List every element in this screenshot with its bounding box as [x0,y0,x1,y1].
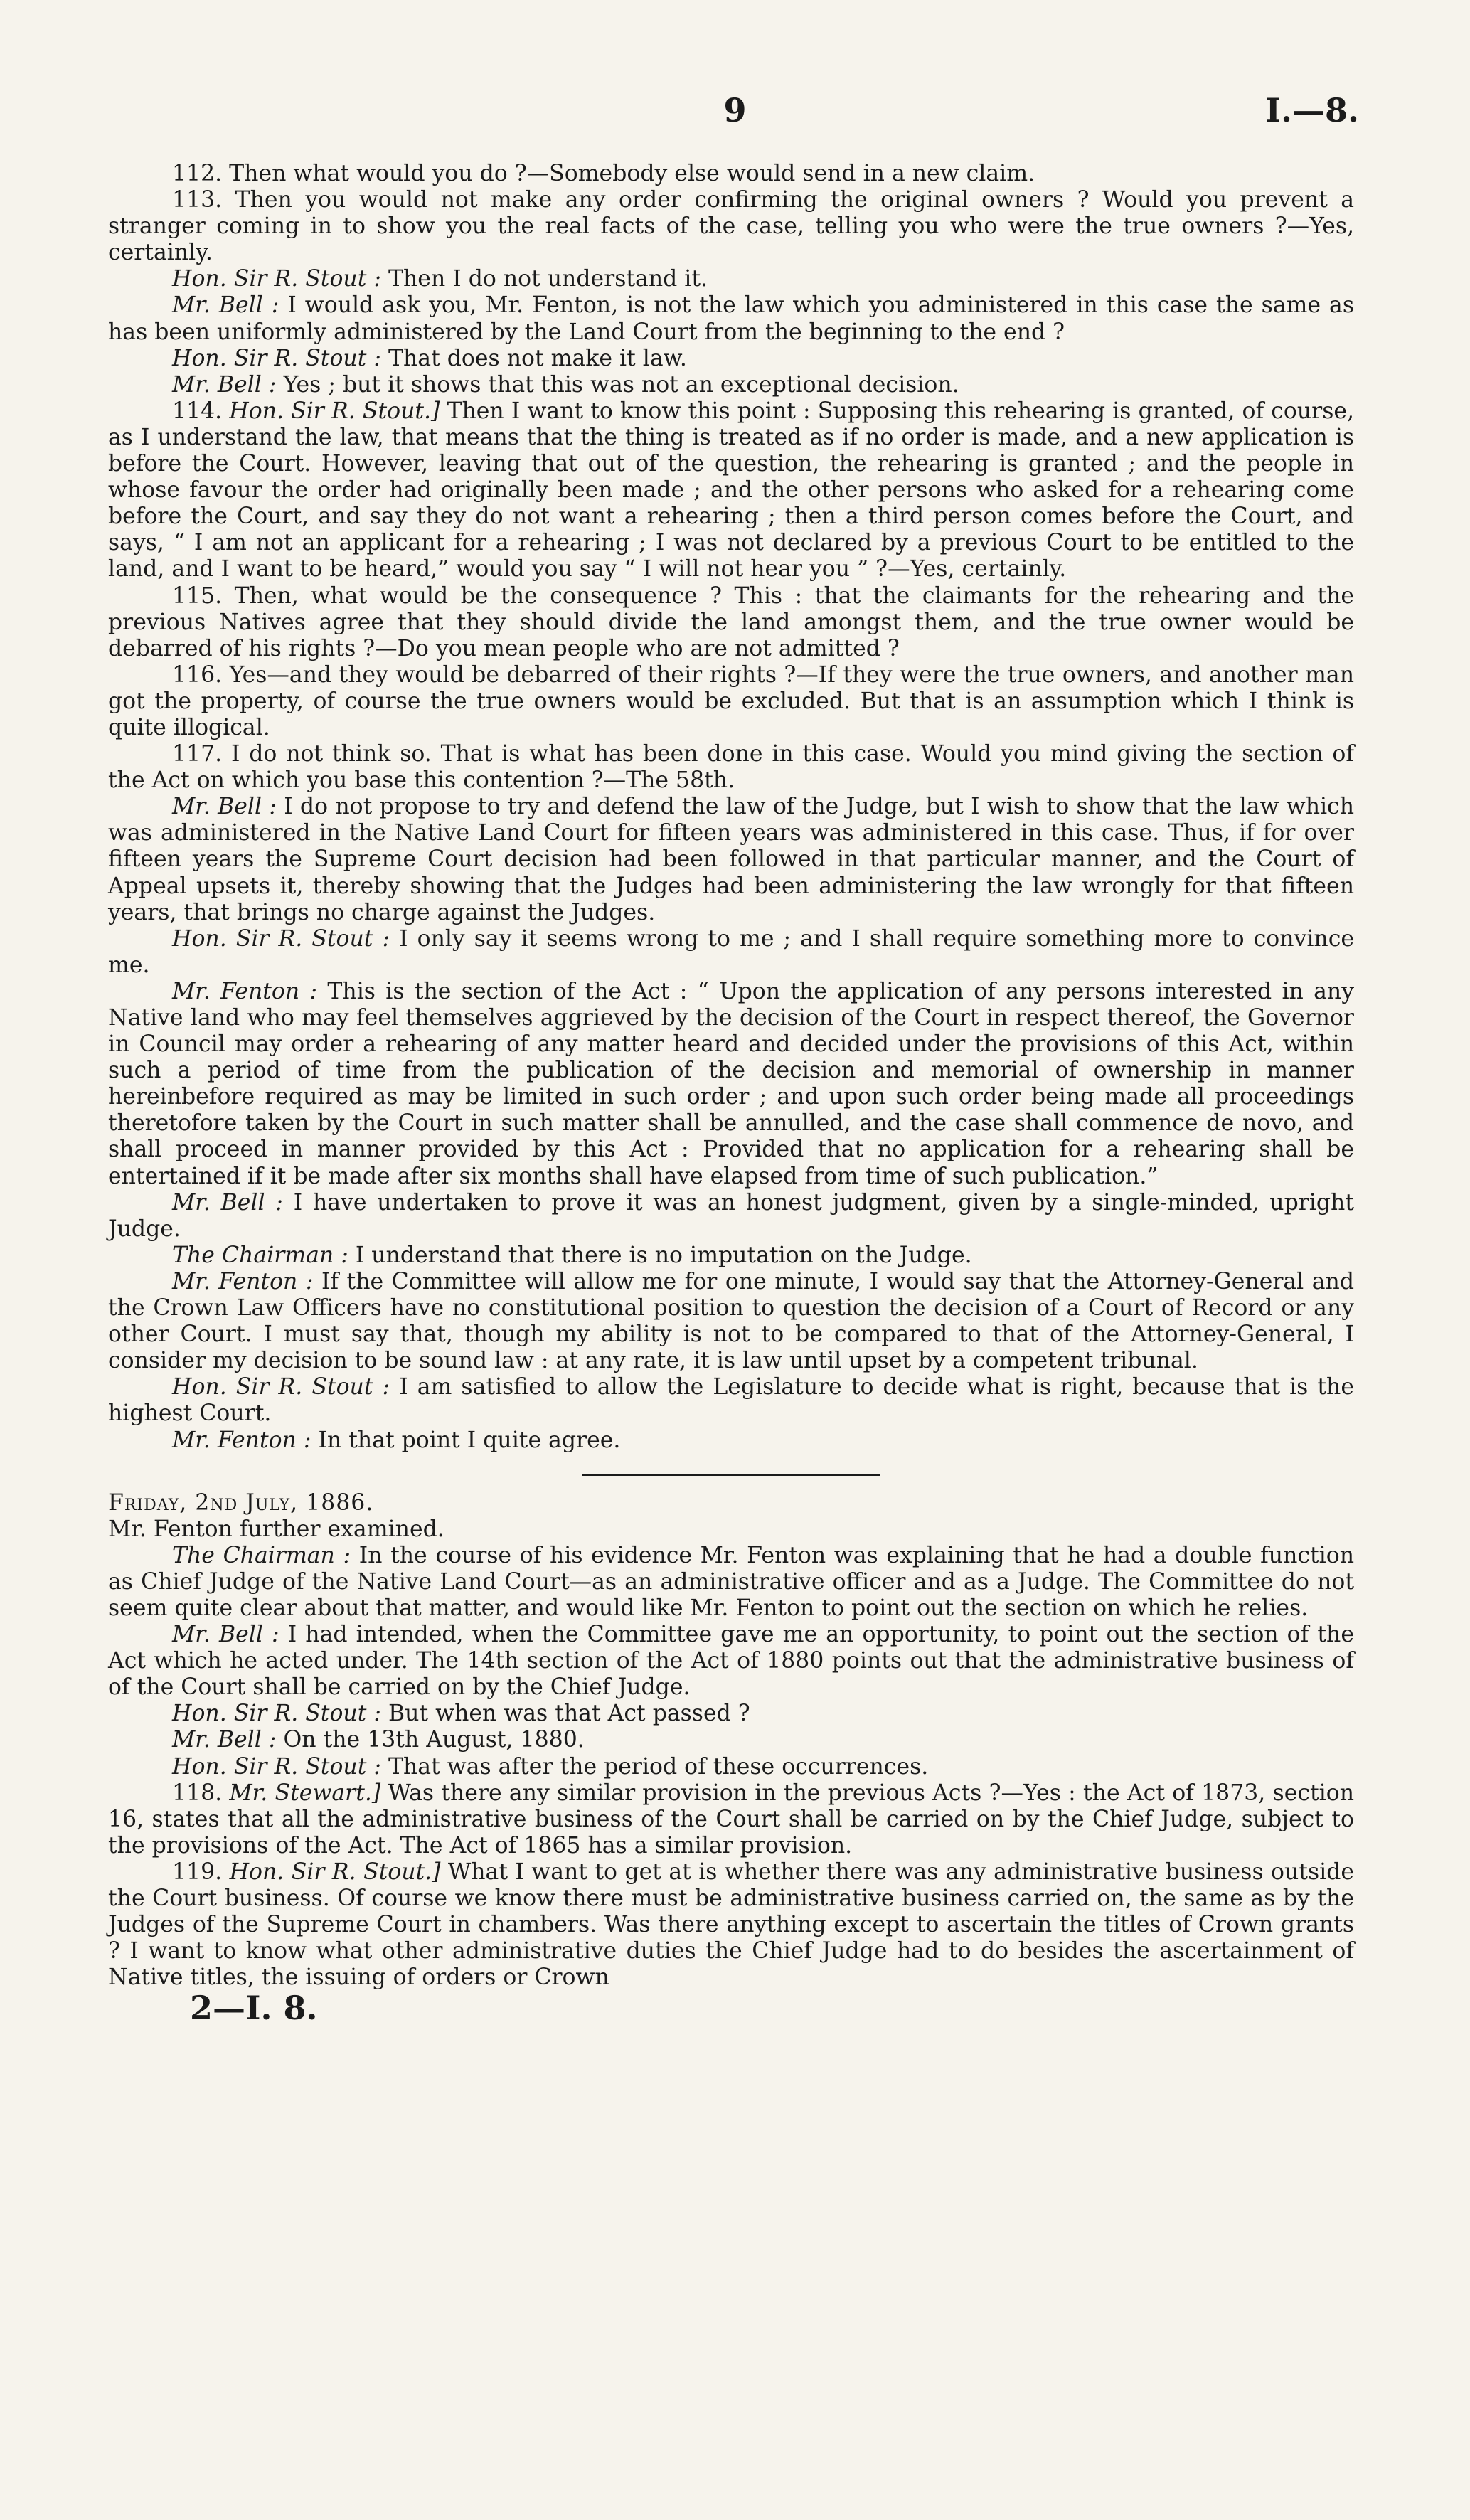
paragraph-text: This is the section of the Act : “ Upon the application of any persons interested in any Native land who may feel themselves aggrieved by the decision of the Court in respect thereof, the Governor in Council may order a rehearing of any matter heard and decided under the provisions of this Act, within such a period of time from the publication of the decision and memorial of ownership in manner hereinbefore required as may be limited in such order ; and upon such order being made all proceedings theretofore taken by the Court in such matter shall be annulled, and the case shall commence de novo, and shall proceed in manner provided by this Act : Provided that no application for a rehearing shall be entertained if it be made after six months shall have elapsed from time of such publication.” [108,978,1354,1189]
paragraph-text: I am satisfied to allow the Legislature to decide what is right, because that is the highest Court. [108,1374,1354,1427]
paragraph [108,1428,1354,1454]
question-number: 118. [172,1780,230,1806]
paragraph-text: On the 13th August, 1880. [276,1727,585,1753]
speaker: Hon. Sir R. Stout : [172,925,390,952]
speaker: Mr. Fenton : [172,1427,311,1453]
speaker: Mr. Bell : [172,794,277,820]
speaker: Hon. Sir R. Stout : [172,1701,381,1727]
paragraph [108,266,1354,292]
paragraph-text: In that point I quite agree. [311,1427,621,1453]
section-subheading: Mr. Fenton further examined. [108,1516,444,1542]
paragraph [108,187,1354,266]
section-rule [582,1474,880,1476]
page-number: 9 [723,91,747,129]
page-reference: I.—8. [1265,91,1359,129]
paragraph-text: I have undertaken to prove it was an honest judgment, given by a single-minded, upright Judge. [108,1189,1354,1242]
paragraph-text: That does not make it law. [381,345,687,371]
paragraph [108,398,1354,583]
paragraph-text: I would ask you, Mr. Fenton, is not the law which you administered in this case the same as has been uniformly administered by the Land Court from the beginning to the end ? [108,292,1354,345]
paragraph [108,979,1354,1190]
speaker: Hon. Sir R. Stout : [172,1753,381,1780]
speaker: Hon. Sir R. Stout : [172,266,381,292]
paragraph-text: 112. Then what would you do ?—Somebody else would send in a new claim. [172,161,1035,186]
paragraph [108,292,1354,345]
paragraph-text: Then I do not understand it. [381,266,708,292]
paragraph-text: 113. Then you would not make any order confirming the original owners ? Would you prevent a stranger coming in to show you the real facts of the case, telling you who were the true owners ?—Yes, certainly. [108,187,1354,266]
paragraph [108,1701,1354,1727]
paragraph [108,926,1354,979]
section-date: Friday, 2nd July, 1886. [108,1489,374,1516]
paragraph [108,1269,1354,1374]
paragraph-text: What I want to get at is whether there was any administrative business outside the Court business. Of course we know there must be administrative business carried on, the same as by the Judges of the Supreme Court in chambers. Was there anything except to ascertain the titles of Crown grants ? I want to know what other administrative duties the Chief Judge had to do besides the ascertainment of Native titles, the issuing of orders or Crown [108,1859,1354,1991]
question-number: 114. [172,398,230,424]
speaker: Mr. Bell : [172,1622,279,1648]
paragraph [108,741,1354,794]
paragraph [108,1780,1354,1859]
speaker: Hon. Sir R. Stout.] [229,398,440,424]
speaker: Mr. Stewart.] [229,1780,381,1806]
paragraph [108,662,1354,741]
speaker: Mr. Bell : [172,1727,277,1753]
paragraph [108,1727,1354,1753]
speaker: Hon. Sir R. Stout.] [229,1859,441,1885]
evidence-block-2 [108,1543,1354,1992]
speaker: Mr. Fenton : [172,1268,314,1294]
paragraph-text: Yes ; but it shows that this was not an exceptional decision. [276,371,959,398]
speaker: Mr. Bell : [172,371,277,398]
paragraph [108,1374,1354,1427]
evidence-block-1 [108,161,1354,1454]
signature-mark: 2—I. 8. [190,1989,318,2028]
paragraph [108,1859,1354,1991]
paragraph-text: But when was that Act passed ? [381,1701,750,1727]
speaker: Hon. Sir R. Stout : [172,345,381,371]
paragraph [108,372,1354,398]
question-number: 119. [172,1859,230,1885]
paragraph-text: I had intended, when the Committee gave me an opportunity, to point out the section of the Act which he acted under. The 14th section of the Act of 1880 points out that the administrative business of of the Court shall be carried on by the Chief Judge. [108,1622,1354,1701]
body-text [108,161,1355,2028]
speaker: Mr. Fenton : [172,978,318,1004]
paragraph [108,794,1354,925]
paragraph [108,1754,1354,1780]
paragraph-text: I only say it seems wrong to me ; and I shall require something more to convince me. [108,925,1354,978]
speaker: The Chairman : [172,1542,351,1568]
speaker: Mr. Bell : [172,292,279,319]
paragraph-text: That was after the period of these occurrences. [381,1753,929,1780]
speaker: The Chairman : [172,1242,348,1268]
paragraph [108,1243,1354,1269]
paragraph-text: 117. I do not think so. That is what has been done in this case. Would you mind giving the section of the Act on which you base this contention ?—The 58th. [108,741,1354,794]
paragraph-text: In the course of his evidence Mr. Fenton was explaining that he had a double function as Chief Judge of the Native Land Court—as an administrative officer and as a Judge. The Committee do not seem quite clear about that matter, and would like Mr. Fenton to point out the section on which he relies. [108,1542,1354,1621]
paragraph-text: 115. Then, what would be the consequence ? This : that the claimants for the rehearing and the previous Natives agree that they should divide the land amongst them, and the true owner would be debarred of his rights ?—Do you mean people who are not admitted ? [108,583,1354,661]
speaker: Mr. Bell : [172,1189,283,1216]
paragraph [108,1622,1354,1701]
paragraph [108,1190,1354,1243]
paragraph [108,1543,1354,1622]
paragraph-text: Then I want to know this point : Supposing this rehearing is granted, of course, as I understand the law, that means that the thing is treated as if no order is made, and a new application is before the Court. However, leaving that out of the question, the rehearing is granted ; and the people in whose favour the order had originally been made ; and the other persons who asked for a rehearing come before the Court, and say they do not want a rehearing ; then a third person comes before the Court, and says, “ I am not an applicant for a rehearing ; I was not declared by a previous Court to be entitled to the land, and I want to be heard,” would you say “ I will not hear you ” ?—Yes, certainly. [108,398,1355,583]
paragraph-text: I do not propose to try and defend the law of the Judge, but I wish to show that the law which was administered in the Native Land Court for fifteen years was administered in this case. Thus, if for over fifteen years the Supreme Court decision had been followed in that particular manner, and the Court of Appeal upsets it, thereby showing that the Judges had been administering the law wrongly for that fifteen years, that brings no charge against the Judges. [108,794,1354,925]
speaker: Hon. Sir R. Stout : [172,1374,390,1400]
paragraph [108,583,1354,662]
paragraph [108,346,1354,372]
paragraph-text: 116. Yes—and they would be debarred of their rights ?—If they were the true owners, and another man got the property, of course the true owners would be excluded. But that is an assumption which I think is quite illogical. [108,661,1354,740]
paragraph [108,161,1354,187]
paragraph-text: Was there any similar provision in the previous Acts ?—Yes : the Act of 1873, section 16, states that all the administrative business of the Court shall be carried on by the Chief Judge, subject to the provisions of the Act. The Act of 1865 has a similar provision. [108,1780,1354,1859]
paragraph-text: I understand that there is no imputation on the Judge. [348,1242,972,1268]
paragraph-text: If the Committee will allow me for one minute, I would say that the Attorney-General and the Crown Law Officers have no constitutional position to question the decision of a Court of Record or any other Court. I must say that, though my ability is not to be compared to that of the Attorney-General, I consider my decision to be sound law : at any rate, it is law until upset by a competent tribunal. [108,1268,1354,1374]
